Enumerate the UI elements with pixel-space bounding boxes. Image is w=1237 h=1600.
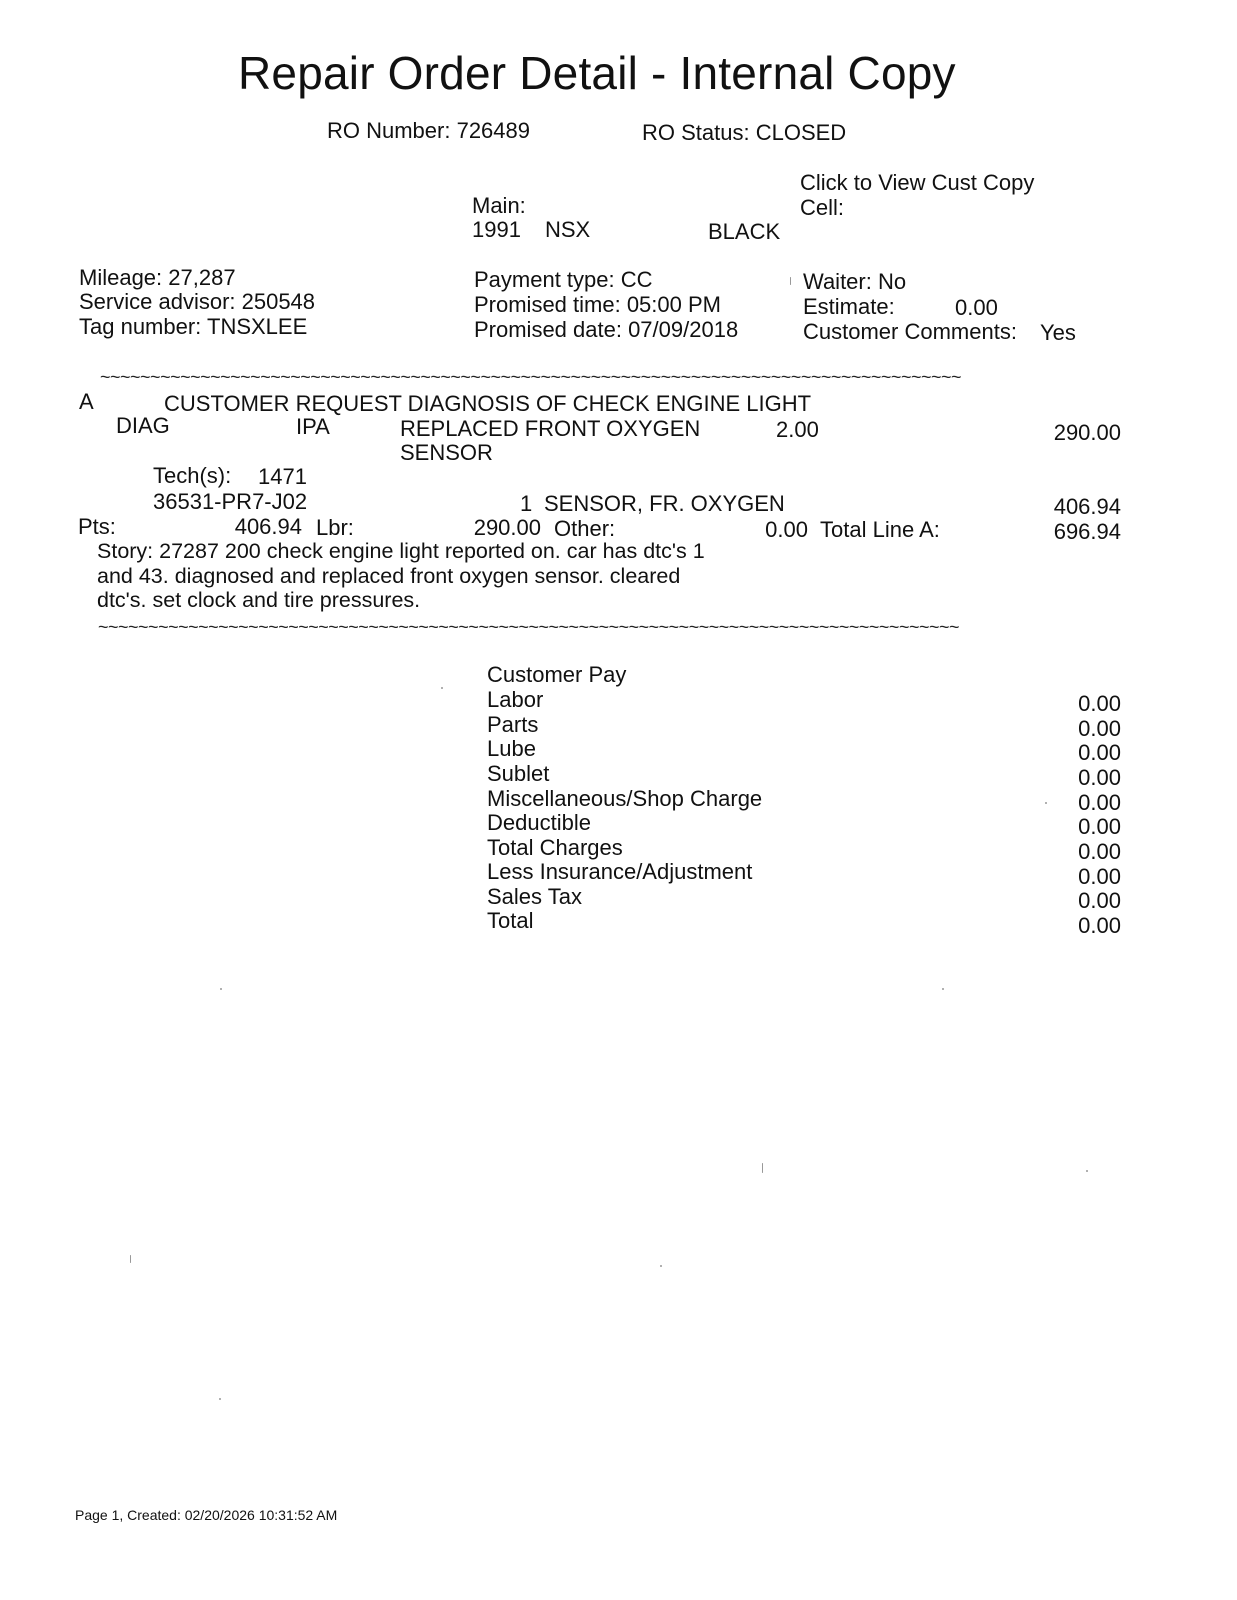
pay-row-label: Miscellaneous/Shop Charge: [487, 786, 763, 811]
estimate-label: Estimate:: [803, 294, 895, 319]
total-line-value: 696.94: [1053, 519, 1121, 544]
lbr-value: 290.00: [473, 515, 541, 540]
scan-speck: [790, 277, 791, 285]
pay-type: IPA: [296, 414, 330, 439]
scan-speck: [942, 988, 944, 990]
page-title: Repair Order Detail - Internal Copy: [238, 47, 956, 99]
op-hours: 2.00: [776, 417, 819, 442]
pts-value: 406.94: [234, 514, 302, 539]
op-description-1: REPLACED FRONT OXYGEN: [400, 416, 701, 441]
promised-time: Promised time: 05:00 PM: [474, 292, 721, 317]
separator-bottom: ~~~~~~~~~~~~~~~~~~~~~~~~~~~~~~~~~~~~~~~~~~~~~~~~~~~~~~~~~~~~~~~~~~~~~~~~~~~~~~~~~~~~~~: [98, 618, 960, 636]
page-footer: Page 1, Created: 02/20/2026 10:31:52 AM: [75, 1507, 338, 1523]
part-description: SENSOR, FR. OXYGEN: [544, 491, 785, 516]
pay-row-label: Less Insurance/Adjustment: [487, 859, 753, 884]
ro-status: RO Status: CLOSED: [642, 120, 847, 145]
vehicle-color: BLACK: [708, 219, 781, 244]
customer-comments-label: Customer Comments:: [803, 319, 1017, 344]
part-number: 36531-PR7-J02: [153, 489, 308, 514]
part-qty: 1: [520, 491, 533, 516]
pts-label: Pts:: [78, 514, 116, 539]
scan-speck: [762, 1163, 763, 1173]
pay-row-label: Parts: [487, 712, 539, 737]
story-line-1: Story: 27287 200 check engine light reported on. car has dtc's 1: [97, 539, 705, 563]
vehicle-year: 1991: [472, 217, 521, 242]
main-phone-label: Main:: [472, 193, 526, 218]
mileage: Mileage: 27,287: [79, 265, 236, 290]
vehicle-model: NSX: [545, 217, 591, 242]
techs-label: Tech(s):: [153, 463, 232, 488]
tag-number: Tag number: TNSXLEE: [79, 314, 308, 339]
customer-pay-heading: Customer Pay: [487, 662, 627, 687]
pay-row-label: Total Charges: [487, 835, 623, 860]
scan-speck: [1045, 802, 1047, 804]
scan-speck: [441, 687, 443, 689]
other-label: Other:: [554, 516, 616, 541]
service-advisor: Service advisor: 250548: [79, 289, 316, 314]
other-value: 0.00: [765, 517, 808, 542]
separator-top: ~~~~~~~~~~~~~~~~~~~~~~~~~~~~~~~~~~~~~~~~~~~~~~~~~~~~~~~~~~~~~~~~~~~~~~~~~~~~~~~~~~~~~~: [100, 368, 962, 386]
story-line-2: and 43. diagnosed and replaced front oxygen sensor. cleared: [97, 564, 681, 588]
pay-row-label: Deductible: [487, 810, 591, 835]
pay-row-value: 0.00: [1078, 913, 1121, 938]
cell-phone-label: Cell:: [800, 195, 845, 220]
scan-speck: [660, 1265, 662, 1267]
pay-row-value: 0.00: [1078, 691, 1121, 716]
pay-row-label: Labor: [487, 687, 544, 712]
pay-row-value: 0.00: [1078, 790, 1121, 815]
scan-speck: [130, 1255, 131, 1263]
op-code: DIAG: [116, 413, 170, 438]
line-request: CUSTOMER REQUEST DIAGNOSIS OF CHECK ENGINE LIGHT: [164, 391, 812, 416]
scan-speck: [220, 988, 222, 990]
op-labor-amount: 290.00: [1053, 420, 1121, 445]
pay-row-value: 0.00: [1078, 716, 1121, 741]
pay-row-value: 0.00: [1078, 814, 1121, 839]
scan-speck: [1086, 1170, 1088, 1172]
techs-value: 1471: [258, 464, 307, 489]
total-line-label: Total Line A:: [820, 517, 940, 542]
pay-row-label: Sales Tax: [487, 884, 582, 909]
view-cust-copy-link[interactable]: Click to View Cust Copy: [800, 170, 1035, 195]
line-letter: A: [79, 389, 94, 414]
pay-row-label: Lube: [487, 736, 536, 761]
ro-number: RO Number: 726489: [327, 118, 530, 143]
pay-row-value: 0.00: [1078, 740, 1121, 765]
pay-row-value: 0.00: [1078, 864, 1121, 889]
estimate-value: 0.00: [955, 295, 998, 320]
waiter: Waiter: No: [803, 269, 907, 294]
customer-comments-value: Yes: [1040, 320, 1076, 345]
lbr-label: Lbr:: [316, 515, 354, 540]
pay-row-label: Sublet: [487, 761, 550, 786]
payment-type: Payment type: CC: [474, 267, 653, 292]
scan-speck: [219, 1398, 221, 1400]
pay-row-value: 0.00: [1078, 765, 1121, 790]
op-description-2: SENSOR: [400, 440, 493, 465]
pay-row-label: Total: [487, 908, 534, 933]
promised-date: Promised date: 07/09/2018: [474, 317, 739, 342]
pay-row-value: 0.00: [1078, 888, 1121, 913]
story-line-3: dtc's. set clock and tire pressures.: [97, 588, 421, 612]
part-amount: 406.94: [1053, 494, 1121, 519]
pay-row-value: 0.00: [1078, 839, 1121, 864]
